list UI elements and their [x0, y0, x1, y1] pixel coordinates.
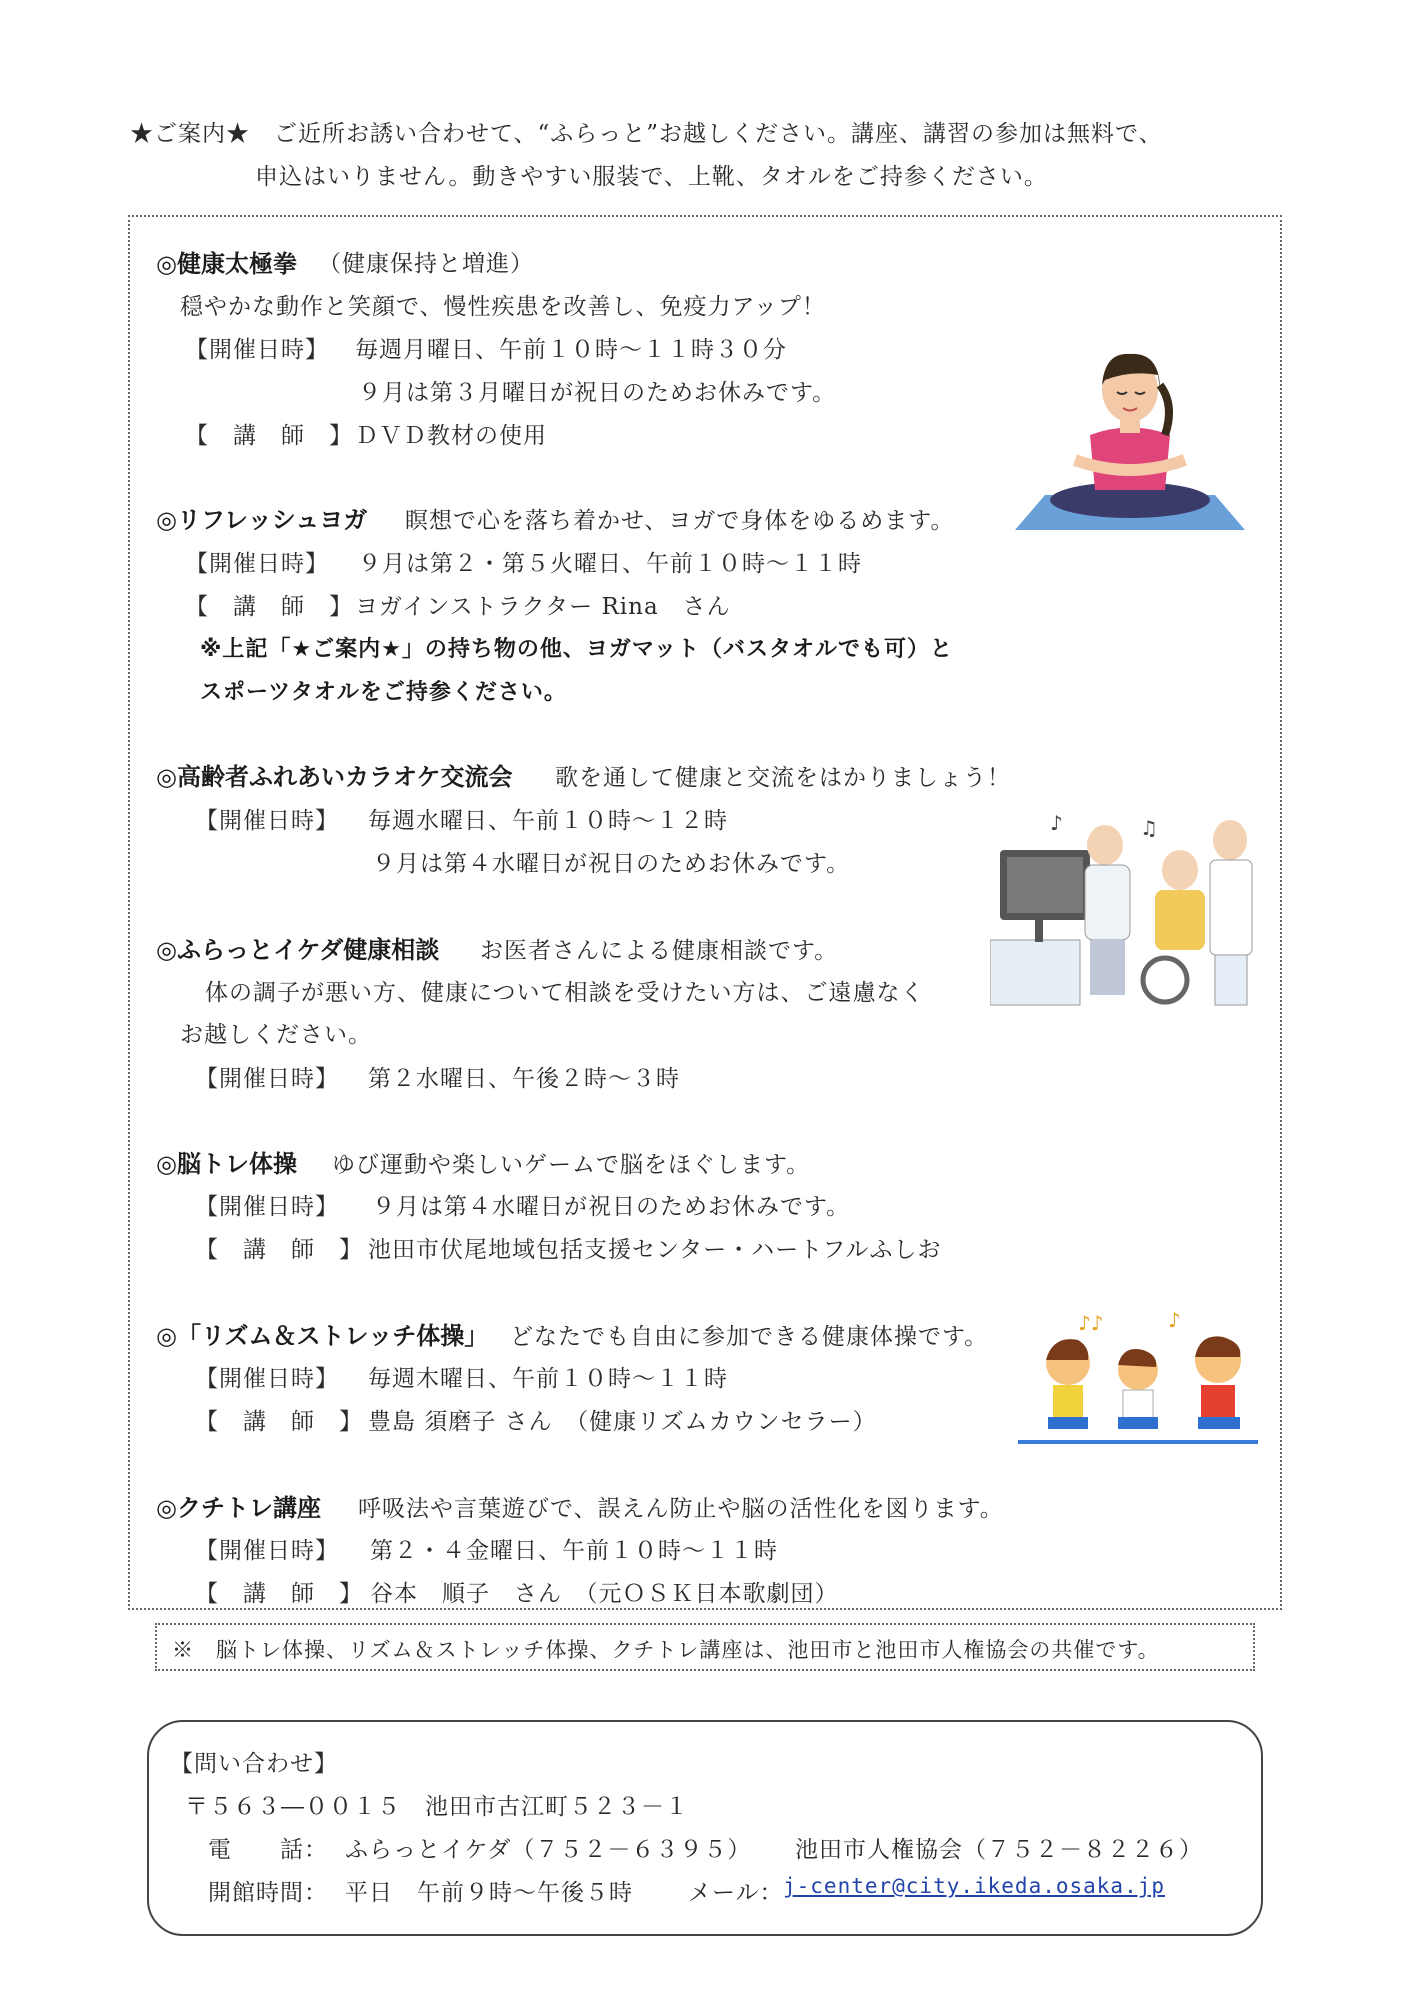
kuchitore-desc: 呼吸法や言葉遊びで、誤えん防止や脳の活性化を図ります。 — [358, 1496, 1004, 1522]
kuchitore-date: 第２・４金曜日、午前１０時～１１時 — [370, 1538, 778, 1564]
brain-date: ９月は第４水曜日が祝日のためお休みです。 — [372, 1194, 851, 1220]
svg-text:♪: ♪ — [1168, 1308, 1181, 1332]
yoga-date-label: 【開催日時】 — [185, 551, 329, 577]
karaoke-date: 毎週水曜日、午前１０時～１２時 — [368, 808, 728, 834]
contact-heading: 【問い合わせ】 — [170, 1751, 338, 1777]
taikyoku-date-note: ９月は第３月曜日が祝日のためお休みです。 — [358, 380, 837, 406]
kuchitore-instructor-label: 【 講 師 】 — [195, 1581, 363, 1607]
yoga-woman-illustration — [1015, 340, 1245, 535]
intro-line-2: 申込はいりません。動きやすい服装で、上靴、タオルをご持参ください。 — [255, 164, 1048, 190]
contact-phone-label: 電 話： — [208, 1837, 328, 1863]
consult-desc: お医者さんによる健康相談です。 — [480, 938, 839, 964]
karaoke-desc: 歌を通して健康と交流をはかりましょう！ — [555, 765, 1011, 791]
yoga-desc: 瞑想で心を落ち着かせ、ヨガで身体をゆるめます。 — [405, 508, 955, 534]
karaoke-title: ◎高齢者ふれあいカラオケ交流会 — [156, 763, 513, 791]
intro-line-1: ★ご案内★ ご近所お誘い合わせて、“ふらっと”お越しください。講座、講習の参加は無料で、 — [130, 121, 1163, 147]
rhythm-instructor: 豊島 須磨子 さん （健康リズムカウンセラー） — [368, 1409, 877, 1435]
taikyoku-subtitle: （健康保持と増進） — [318, 251, 534, 277]
karaoke-date-label: 【開催日時】 — [195, 808, 339, 834]
yoga-date: ９月は第２・第５火曜日、午前１０時～１１時 — [358, 551, 862, 577]
rhythm-date-label: 【開催日時】 — [195, 1366, 339, 1392]
brain-title: ◎脳トレ体操 — [156, 1150, 297, 1178]
contact-phone-1: ふらっとイケダ（７５２－６３９５） — [345, 1837, 752, 1863]
kuchitore-title: ◎クチトレ講座 — [156, 1494, 321, 1522]
rhythm-desc: どなたでも自由に参加できる健康体操です。 — [510, 1324, 989, 1350]
rhythm-instructor-label: 【 講 師 】 — [195, 1409, 363, 1435]
svg-text:♪♪: ♪♪ — [1078, 1311, 1104, 1335]
consult-date: 第２水曜日、午後２時～３時 — [368, 1066, 680, 1092]
consult-desc-2: 体の調子が悪い方、健康について相談を受けたい方は、ご遠慮なく — [205, 980, 925, 1006]
consult-date-label: 【開催日時】 — [195, 1066, 339, 1092]
yoga-note-1: ※上記「★ご案内★」の持ち物の他、ヨガマット（バスタオルでも可）と — [200, 637, 953, 662]
consult-desc-3: お越しください。 — [180, 1022, 372, 1048]
brain-desc: ゆび運動や楽しいゲームで脳をほぐします。 — [332, 1152, 811, 1178]
contact-hours-label: 開館時間： — [208, 1880, 328, 1906]
brain-instructor-label: 【 講 師 】 — [195, 1237, 363, 1263]
kuchitore-instructor: 谷本 順子 さん （元ＯＳＫ日本歌劇団） — [370, 1581, 839, 1607]
taikyoku-title: ◎健康太極拳 — [156, 250, 297, 278]
contact-address: 〒５６３―００１５ 池田市古江町５２３－１ — [185, 1794, 689, 1820]
taikyoku-date: 毎週月曜日、午前１０時～１１時３０分 — [355, 337, 787, 363]
karaoke-date-note: ９月は第４水曜日が祝日のためお休みです。 — [372, 851, 851, 877]
contact-hours: 平日 午前９時～午後５時 — [345, 1880, 633, 1906]
yoga-title: ◎リフレッシュヨガ — [156, 506, 368, 534]
karaoke-illustration — [990, 810, 1270, 1010]
yoga-note-2: スポーツタオルをご持参ください。 — [200, 680, 567, 705]
yoga-instructor: ヨガインストラクター Rina さん — [355, 594, 731, 620]
svg-text:♫: ♫ — [1140, 816, 1158, 840]
cohost-note: ※ 脳トレ体操、リズム＆ストレッチ体操、クチトレ講座は、池田市と池田市人権協会の共催です。 — [172, 1638, 1160, 1662]
contact-email-link[interactable]: j-center@city.ikeda.osaka.jp — [783, 1874, 1166, 1898]
rhythm-date: 毎週木曜日、午前１０時～１１時 — [368, 1366, 728, 1392]
rhythm-title: ◎「リズム＆ストレッチ体操」 — [156, 1322, 489, 1350]
contact-phone-2: 池田市人権協会（７５２－８２２６） — [795, 1837, 1203, 1863]
taikyoku-instructor: ＤＶＤ教材の使用 — [355, 423, 547, 449]
svg-text:♪: ♪ — [1050, 811, 1063, 835]
consult-title: ◎ふらっとイケダ健康相談 — [156, 936, 440, 964]
brain-date-label: 【開催日時】 — [195, 1194, 339, 1220]
yoga-instructor-label: 【 講 師 】 — [185, 594, 353, 620]
taikyoku-date-label: 【開催日時】 — [185, 337, 329, 363]
exercise-children-illustration — [1018, 1305, 1258, 1450]
brain-instructor: 池田市伏尾地域包括支援センター・ハートフルふしお — [368, 1237, 942, 1263]
taikyoku-desc: 穏やかな動作と笑顔で、慢性疾患を改善し、免疫力アップ！ — [180, 294, 826, 320]
taikyoku-instructor-label: 【 講 師 】 — [185, 423, 353, 449]
kuchitore-date-label: 【開催日時】 — [195, 1538, 339, 1564]
contact-mail-label: メール： — [688, 1880, 784, 1906]
